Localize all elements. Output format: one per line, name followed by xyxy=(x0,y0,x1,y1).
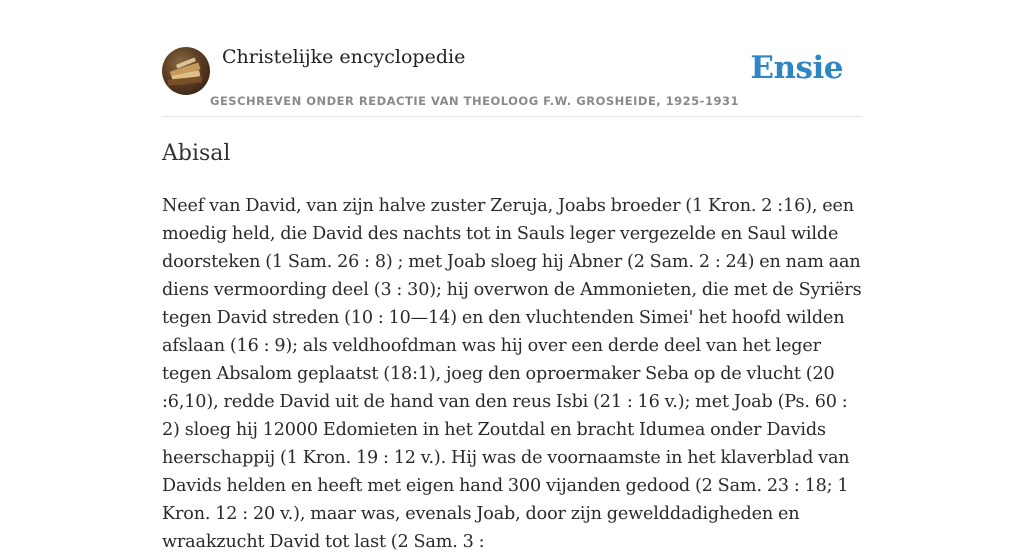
site-header xyxy=(162,0,862,117)
site-subtitle: GESCHREVEN ONDER REDACTIE VAN THEOLOOG F.W. GROSHEIDE, 1925-1931 xyxy=(210,94,739,108)
site-title[interactable]: Christelijke encyclopedie xyxy=(222,46,466,68)
encyclopedia-avatar[interactable] xyxy=(162,47,210,95)
entry-body: Neef van David, van zijn halve zuster Zeruja, Joabs broeder (1 Kron. 2 :16), een moedig held, die David des nachts tot in Sauls leger vergezelde en Saul wilde doorsteken (1 Sam. 26 : 8) ; met Joab sloeg hij Abner (2 Sam. 2 : 24) en nam aan diens vermoording deel (3 : 30); hij overwon de Ammonieten, die met de Syriërs tegen David streden (10 : 10—14) en den vluchtenden Simei' het hoofd wilden afslaan (16 : 9); als veldhoofdman was hij over een derde deel van het leger tegen Absalom geplaatst (18:1), joeg den oproermaker Seba op de vlucht (20 :6,10), redde David uit de hand van den reus Isbi (21 : 16 v.); met Joab (Ps. 60 : 2) sloeg hij 12000 Edomieten in het Zoutdal en bracht Idumea onder Davids heerschappij (1 Kron. 19 : 12 v.). Hij was de voornaamste in het klaverblad van Davids helden en heeft met eigen hand 300 vijanden gedood (2 Sam. 23 : 18; 1 Kron. 12 : 20 v.), maar was, evenals Joab, door zijn gewelddadigheden en wraakzucht David tot last (2 Sam. 3 : xyxy=(162,196,862,552)
book-stack-icon xyxy=(162,47,210,95)
content-column xyxy=(162,0,862,552)
entry-title: Abisal xyxy=(162,141,231,166)
ensie-logo[interactable]: Ensie xyxy=(750,50,843,86)
